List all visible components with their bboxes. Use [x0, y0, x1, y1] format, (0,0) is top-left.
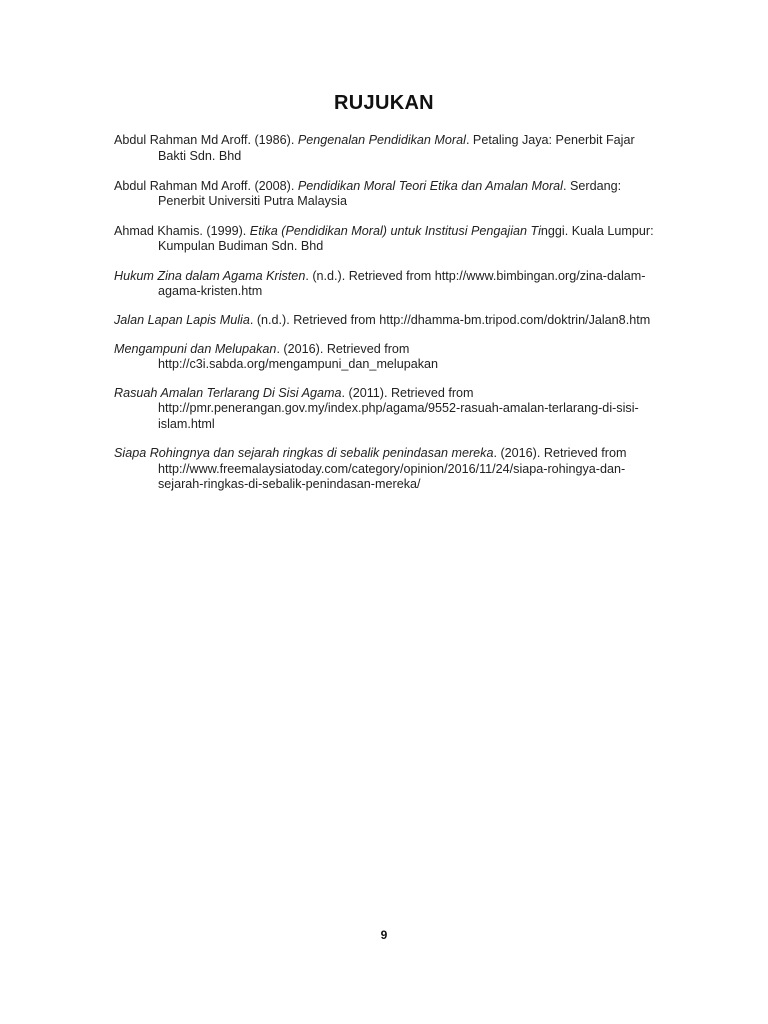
- reference-suffix: . (2011). Retrieved from http://pmr.penerangan.gov.my/index.php/agama/9552-rasuah-amalan-terlarang-di-sisi-islam.html: [158, 385, 639, 431]
- reference-title: Rasuah Amalan Terlarang Di Sisi Agama: [114, 385, 342, 400]
- page-number: 9: [380, 928, 388, 942]
- reference-suffix: . (n.d.). Retrieved from http://dhamma-bm.tripod.com/doktrin/Jalan8.htm: [249, 313, 651, 327]
- reference-suffix: . Serdang: Penerbit Universiti Putra Malaysia: [158, 178, 622, 208]
- reference-title: Pengenalan Pendidikan Moral: [297, 133, 466, 147]
- reference-title: Jalan Lapan Lapis Mulia: [114, 313, 250, 327]
- reference-entry: [114, 179, 659, 210]
- reference-entry: [114, 386, 659, 433]
- reference-suffix: . Petaling Jaya: Penerbit Fajar Bakti Sdn. Bhd: [158, 133, 635, 163]
- reference-entry: [114, 269, 659, 300]
- reference-title: Etika (Pendidikan Moral) untuk Institusi Pengajian Ti: [249, 223, 541, 238]
- reference-prefix: Abdul Rahman Md Aroff. (2008).: [114, 178, 298, 193]
- reference-title: Hukum Zina dalam Agama Kristen: [114, 268, 306, 283]
- reference-entry: [114, 133, 659, 164]
- reference-title: Siapa Rohingnya dan sejarah ringkas di sebalik penindasan mereka: [114, 446, 494, 460]
- reference-suffix: nggi. Kuala Lumpur: Kumpulan Budiman Sdn. Bhd: [158, 223, 654, 253]
- reference-prefix: Ahmad Khamis. (1999).: [114, 223, 250, 238]
- page-title: RUJUKAN: [334, 92, 434, 114]
- reference-title: Mengampuni dan Melupakan: [114, 341, 277, 356]
- reference-title: Pendidikan Moral Teori Etika dan Amalan Moral: [297, 178, 563, 193]
- reference-entry: [114, 313, 659, 329]
- reference-suffix: . (2016). Retrieved from http://c3i.sabda.org/mengampuni_dan_melupakan: [158, 341, 439, 371]
- reference-suffix: . (n.d.). Retrieved from http://www.bimbingan.org/zina-dalam-agama-kristen.htm: [158, 268, 646, 298]
- reference-entry: [114, 342, 659, 373]
- reference-entry: [114, 224, 659, 255]
- reference-prefix: Abdul Rahman Md Aroff. (1986).: [114, 133, 298, 147]
- reference-entry: [114, 446, 659, 493]
- reference-suffix: . (2016). Retrieved from http://www.freemalaysiatoday.com/category/opinion/2016/11/24/siapa-rohingya-dan-sejarah-ringkas-di-sebalik-penindasan-mereka/: [158, 446, 627, 491]
- reference-list: [114, 133, 659, 507]
